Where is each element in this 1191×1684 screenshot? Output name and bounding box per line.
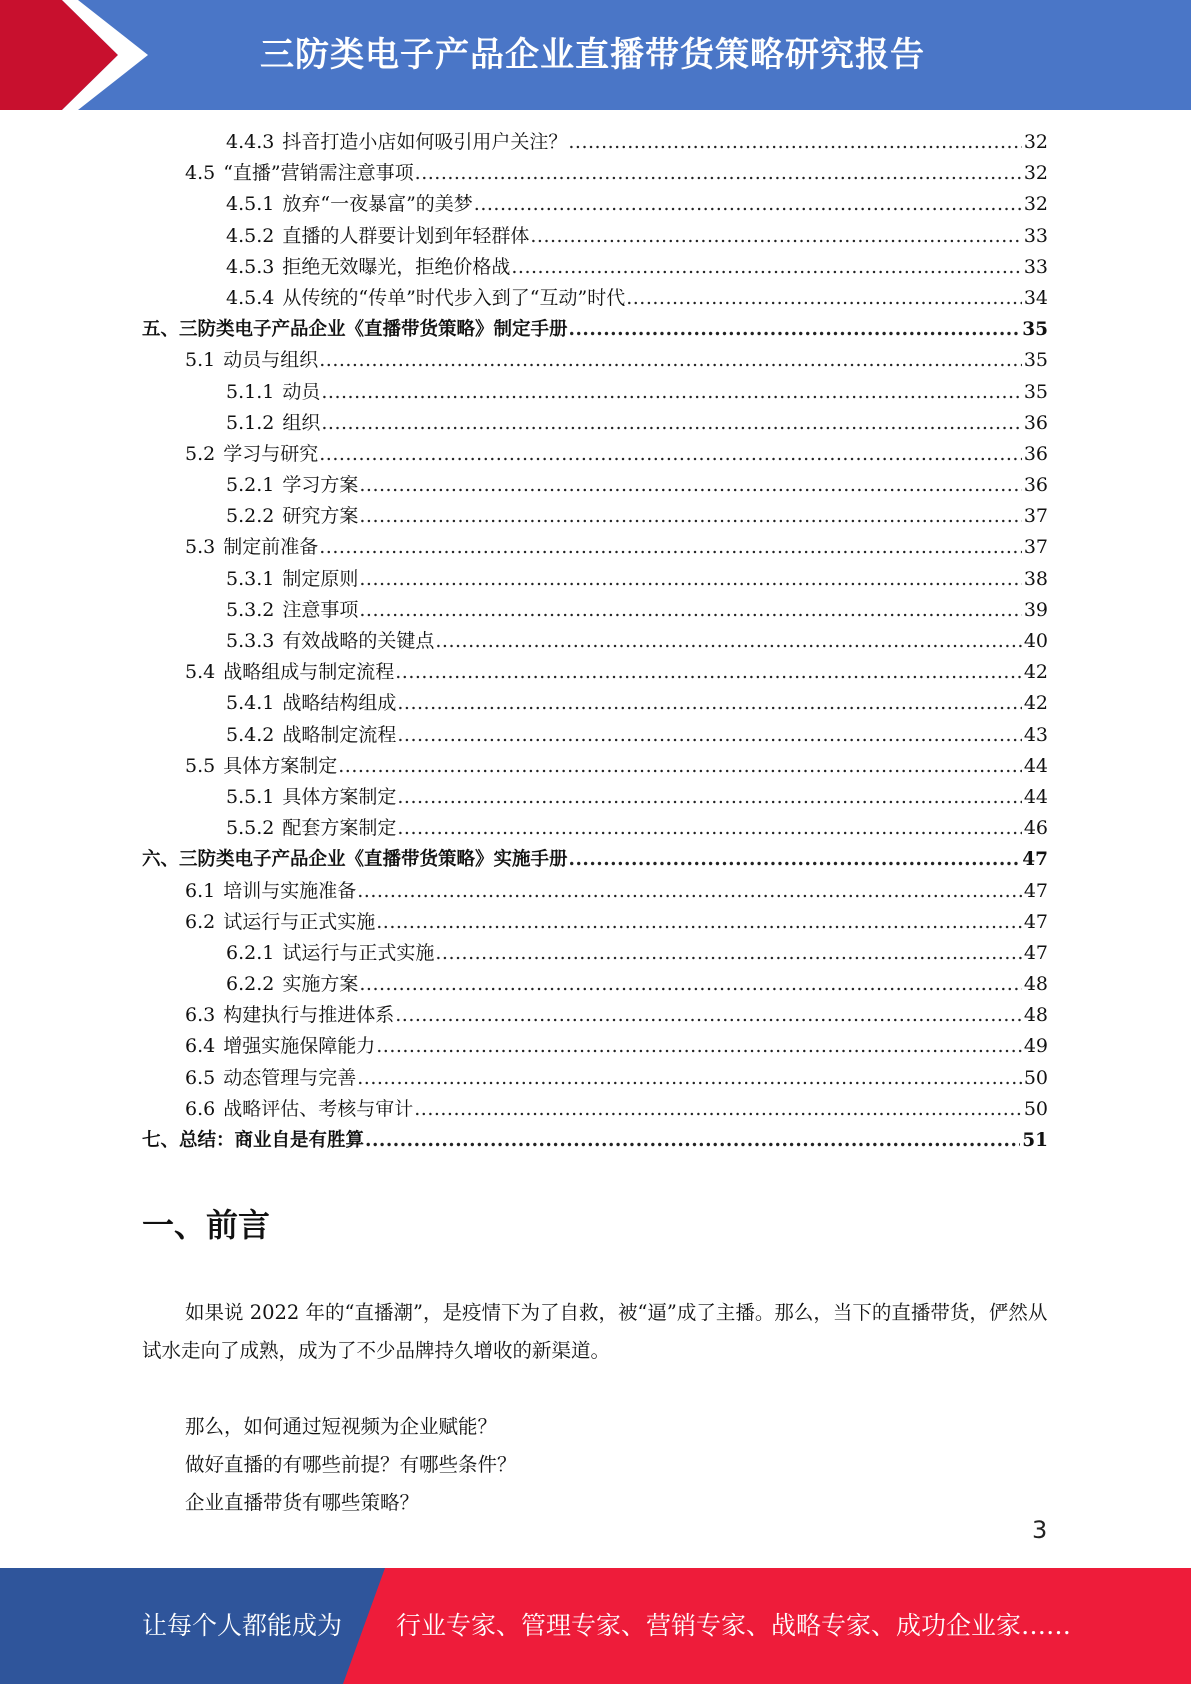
- toc-entry[interactable]: [142, 127, 1048, 158]
- toc-entry-page: 47: [1022, 849, 1048, 871]
- toc-entry-page: 35: [1023, 349, 1048, 372]
- toc-entry-page: 36: [1023, 474, 1048, 497]
- toc-entry-title: 动员与组织: [223, 349, 319, 372]
- toc-entry-page: 32: [1023, 162, 1048, 185]
- toc-entry-title: 有效战略的关键点: [282, 630, 435, 652]
- toc-dot-leader: [395, 1000, 1022, 1031]
- toc-entry[interactable]: [142, 532, 1048, 563]
- toc-entry-page: 37: [1023, 505, 1048, 528]
- toc-entry-number: 5.2: [185, 442, 216, 465]
- toc-dot-leader: [376, 1031, 1022, 1062]
- toc-entry-page: 47: [1023, 910, 1048, 933]
- toc-entry-page: 35: [1023, 380, 1048, 403]
- toc-dot-leader: [319, 532, 1022, 563]
- footer-slogan-right: 行业专家、管理专家、营销专家、战略专家、成功企业家……: [396, 1611, 1072, 1640]
- toc-dot-leader: [414, 1094, 1022, 1125]
- toc-entry-number: 5.5.1: [226, 785, 275, 808]
- toc-entry-number: 6.2.1: [226, 941, 275, 964]
- toc-dot-leader: [359, 564, 1021, 595]
- toc-dot-leader: [319, 439, 1022, 470]
- toc-entry-title: 实施方案: [282, 973, 359, 996]
- toc-dot-leader: [321, 408, 1021, 439]
- toc-entry[interactable]: [142, 720, 1048, 751]
- toc-entry-title: 增强实施保障能力: [223, 1035, 376, 1058]
- page-header: [0, 0, 1191, 110]
- toc-entry-number: 6.1: [185, 879, 216, 902]
- toc-entry-title: 制定原则: [282, 567, 359, 590]
- toc-entry-title: 试运行与正式实施: [282, 941, 435, 964]
- question-line: 做好直播的有哪些前提？有哪些条件？: [185, 1453, 517, 1476]
- toc-entry[interactable]: [142, 377, 1048, 408]
- toc-entry[interactable]: [142, 595, 1048, 626]
- toc-entry[interactable]: [142, 782, 1048, 813]
- toc-entry-number: 5.3.1: [226, 567, 275, 590]
- toc-entry[interactable]: [142, 189, 1048, 220]
- toc-entry[interactable]: [142, 938, 1048, 969]
- toc-entry[interactable]: [142, 907, 1048, 938]
- toc-entry-number: 6.3: [185, 1004, 216, 1027]
- toc-entry-page: 50: [1023, 1066, 1048, 1089]
- toc-entry-title: 具体方案制定: [282, 785, 397, 808]
- toc-entry-title: 动员: [282, 380, 321, 403]
- toc-entry-number: 5.4.1: [226, 692, 275, 715]
- toc-entry-title: 五、三防类电子产品企业《直播带货策略》制定手册: [142, 319, 568, 341]
- header-title: 三防类电子产品企业直播带货策略研究报告: [260, 35, 925, 75]
- toc-entry-page: 43: [1023, 723, 1048, 746]
- toc-entry-number: 4.5.1: [226, 193, 275, 216]
- toc-entry-number: 5.3: [185, 536, 216, 559]
- toc-entry-page: 37: [1023, 536, 1048, 559]
- toc-entry-page: 47: [1023, 879, 1048, 902]
- toc-entry-title: 拒绝无效曝光，拒绝价格战: [282, 255, 511, 278]
- table-of-contents: [142, 127, 1048, 1156]
- toc-entry-page: 44: [1023, 754, 1048, 777]
- toc-entry-number: 4.5.2: [226, 224, 275, 247]
- toc-entry-page: 50: [1023, 1097, 1048, 1120]
- toc-entry-number: 4.4.3: [226, 131, 275, 153]
- toc-dot-leader: [397, 688, 1021, 719]
- toc-entry-title: 构建执行与推进体系: [223, 1004, 395, 1027]
- toc-dot-leader: [365, 1125, 1020, 1156]
- toc-entry-title: 组织: [282, 411, 321, 434]
- toc-dot-leader: [435, 938, 1021, 969]
- toc-entry-title: 从传统的“传单”时代步入到了“互动”时代: [282, 286, 626, 309]
- toc-entry-page: 44: [1023, 785, 1048, 808]
- toc-entry-number: 4.5.4: [226, 286, 275, 309]
- toc-entry-page: 33: [1023, 224, 1048, 247]
- toc-entry-title: 战略制定流程: [282, 723, 397, 746]
- toc-dot-leader: [435, 626, 1021, 657]
- toc-dot-leader: [530, 221, 1021, 252]
- toc-entry-page: 42: [1023, 692, 1048, 715]
- toc-entry-number: 5.1.1: [226, 380, 275, 403]
- toc-entry-title: 动态管理与完善: [223, 1066, 357, 1089]
- toc-entry-title: 研究方案: [282, 505, 359, 528]
- toc-entry[interactable]: [142, 751, 1048, 782]
- toc-dot-leader: [395, 657, 1022, 688]
- toc-entry-page: 35: [1022, 319, 1048, 341]
- toc-entry[interactable]: [142, 501, 1048, 532]
- toc-entry[interactable]: [142, 283, 1048, 314]
- toc-entry-title: 放弃“一夜暴富”的美梦: [282, 193, 473, 216]
- toc-entry-title: 六、三防类电子产品企业《直播带货策略》实施手册: [142, 849, 568, 871]
- toc-entry-number: 6.4: [185, 1035, 216, 1058]
- toc-entry-title: 战略评估、考核与审计: [223, 1097, 414, 1120]
- toc-entry-title: 战略组成与制定流程: [223, 661, 395, 684]
- toc-dot-leader: [357, 1063, 1022, 1094]
- toc-entry-page: 51: [1022, 1130, 1048, 1151]
- toc-dot-leader: [359, 595, 1021, 626]
- toc-entry[interactable]: [142, 564, 1048, 595]
- toc-entry[interactable]: [142, 1125, 1048, 1156]
- toc-entry-title: 配套方案制定: [282, 817, 397, 840]
- toc-entry[interactable]: [142, 439, 1048, 470]
- toc-dot-leader: [397, 720, 1021, 751]
- toc-entry-page: 46: [1023, 817, 1048, 840]
- toc-dot-leader: [359, 969, 1021, 1000]
- toc-dot-leader: [397, 813, 1021, 844]
- toc-entry-title: 注意事项: [282, 598, 359, 621]
- footer-slogan-left: 让每个人都能成为: [142, 1611, 343, 1640]
- toc-entry-page: 42: [1023, 661, 1048, 684]
- toc-entry-title: 培训与实施准备: [223, 879, 357, 902]
- toc-entry-title: 战略结构组成: [282, 692, 397, 715]
- toc-entry-page: 32: [1023, 193, 1048, 216]
- toc-dot-leader: [626, 283, 1022, 314]
- toc-dot-leader: [474, 189, 1022, 220]
- header-chevron-icon: [0, 0, 200, 110]
- question-line: 那么，如何通过短视频为企业赋能？: [185, 1415, 498, 1438]
- toc-dot-leader: [397, 782, 1021, 813]
- toc-dot-leader: [569, 314, 1021, 345]
- toc-entry-page: 49: [1023, 1035, 1048, 1058]
- toc-entry-number: 5.2.1: [226, 474, 275, 497]
- toc-dot-leader: [569, 844, 1021, 875]
- toc-entry-page: 36: [1023, 411, 1048, 434]
- toc-dot-leader: [568, 127, 1021, 158]
- toc-entry-number: 5.3.3: [226, 630, 275, 652]
- toc-entry-number: 5.4.2: [226, 723, 275, 746]
- toc-dot-leader: [359, 470, 1021, 501]
- toc-entry-page: 48: [1023, 1004, 1048, 1027]
- intro-paragraph: 如果说 2022 年的“直播潮”，是疫情下为了自救，被“逼”成了主播。那么，当下的直播带货，俨然从试水走向了成熟，成为了不少品牌持久增收的新渠道。: [142, 1301, 1048, 1362]
- toc-entry[interactable]: [142, 1094, 1048, 1125]
- toc-entry[interactable]: [142, 657, 1048, 688]
- toc-entry-number: 6.2.2: [226, 973, 275, 996]
- page-footer: [0, 1568, 1191, 1684]
- toc-entry-page: 39: [1023, 598, 1048, 621]
- toc-entry-number: 4.5.3: [226, 255, 275, 278]
- toc-entry-title: “直播”营销需注意事项: [223, 162, 414, 185]
- toc-entry[interactable]: [142, 876, 1048, 907]
- toc-entry[interactable]: [142, 345, 1048, 376]
- toc-entry-number: 6.2: [185, 910, 216, 933]
- toc-entry-title: 试运行与正式实施: [223, 910, 376, 933]
- toc-entry[interactable]: [142, 844, 1048, 875]
- toc-dot-leader: [376, 907, 1022, 938]
- toc-entry[interactable]: [142, 1063, 1048, 1094]
- section-title: 一、前言: [142, 1206, 271, 1244]
- toc-dot-leader: [321, 377, 1021, 408]
- toc-entry-title: 制定前准备: [223, 536, 319, 559]
- toc-entry-title: 直播的人群要计划到年轻群体: [282, 224, 530, 247]
- toc-dot-leader: [359, 501, 1021, 532]
- toc-entry-page: 33: [1023, 255, 1048, 278]
- toc-entry[interactable]: [142, 314, 1048, 345]
- toc-entry[interactable]: [142, 1000, 1048, 1031]
- toc-entry[interactable]: [142, 813, 1048, 844]
- toc-entry-page: 48: [1023, 973, 1048, 996]
- question-line: 企业直播带货有哪些策略？: [185, 1491, 420, 1514]
- toc-dot-leader: [415, 158, 1022, 189]
- toc-entry[interactable]: [142, 470, 1048, 501]
- toc-entry[interactable]: [142, 1031, 1048, 1062]
- toc-entry-page: 32: [1023, 131, 1048, 153]
- toc-entry[interactable]: [142, 626, 1048, 657]
- toc-entry-page: 40: [1023, 630, 1048, 652]
- toc-entry-number: 5.5: [185, 754, 216, 777]
- toc-entry-page: 36: [1023, 442, 1048, 465]
- toc-dot-leader: [511, 252, 1021, 283]
- toc-entry-number: 5.1: [185, 349, 216, 372]
- toc-entry-page: 38: [1023, 567, 1048, 590]
- toc-entry-page: 47: [1023, 941, 1048, 964]
- toc-entry[interactable]: [142, 158, 1048, 189]
- toc-entry-number: 5.5.2: [226, 817, 275, 840]
- toc-entry-number: 5.1.2: [226, 411, 275, 434]
- toc-entry-number: 6.5: [185, 1066, 216, 1089]
- toc-dot-leader: [319, 345, 1022, 376]
- toc-entry-title: 学习方案: [282, 474, 359, 497]
- toc-entry-number: 5.3.2: [226, 598, 275, 621]
- toc-dot-leader: [338, 751, 1022, 782]
- toc-entry[interactable]: [142, 969, 1048, 1000]
- toc-entry[interactable]: [142, 252, 1048, 283]
- toc-entry-number: 5.2.2: [226, 505, 275, 528]
- toc-entry[interactable]: [142, 408, 1048, 439]
- toc-entry-title: 抖音打造小店如何吸引用户关注？: [282, 131, 568, 153]
- toc-entry-number: 6.6: [185, 1097, 216, 1120]
- toc-entry[interactable]: [142, 688, 1048, 719]
- toc-entry-number: 5.4: [185, 661, 216, 684]
- page-number: 3: [1032, 1516, 1048, 1544]
- toc-entry-title: 学习与研究: [223, 442, 319, 465]
- toc-entry-number: 4.5: [185, 162, 216, 185]
- toc-dot-leader: [357, 876, 1022, 907]
- toc-entry-page: 34: [1023, 286, 1048, 309]
- toc-entry-title: 七、总结：商业自是有胜算: [142, 1130, 365, 1151]
- toc-entry-title: 具体方案制定: [223, 754, 338, 777]
- toc-entry[interactable]: [142, 221, 1048, 252]
